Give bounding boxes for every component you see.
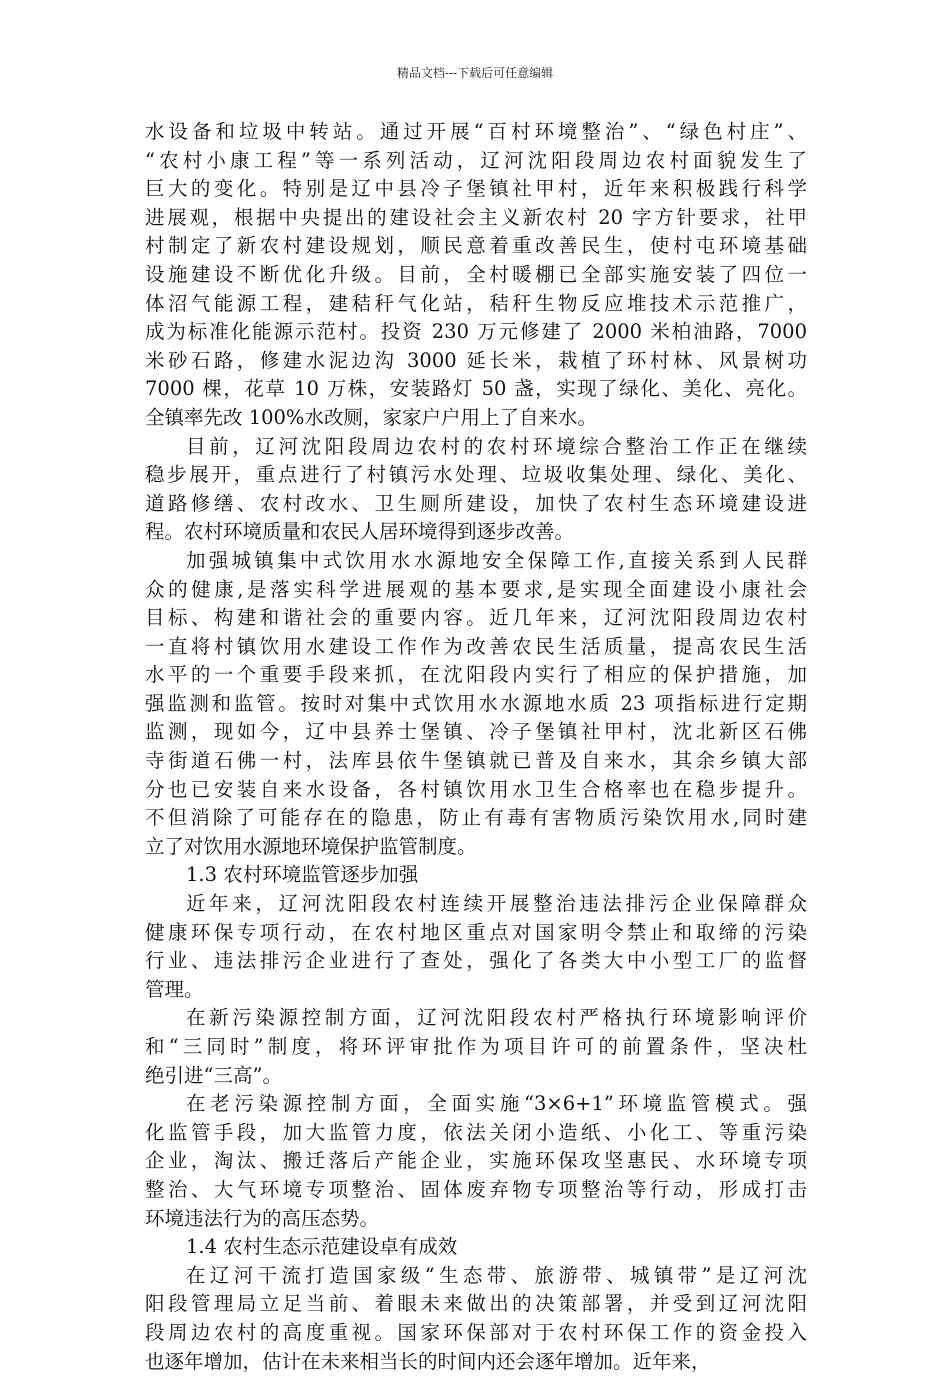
text-line: 环境违法行为的高压态势。 — [145, 1206, 380, 1230]
text-line: 在辽河干流打造国家级“生态带、旅游带、城镇带”是辽河沈 — [186, 1263, 807, 1287]
text-line: 村制定了新农村建设规划，顺民意着重改善民生，使村屯环境基础 — [145, 234, 807, 258]
text-line: 段周边农村的高度重视。国家环保部对于农村环保工作的资金投入 — [145, 1320, 807, 1344]
text-line: 体沼气能源工程，建秸秆气化站，秸秆生物反应堆技术示范推广， — [145, 291, 807, 315]
text-line: 绝引进“三高”。 — [145, 1063, 282, 1087]
text-line: 程。农村环境质量和农民人居环境得到逐步改善。 — [145, 520, 575, 544]
text-line: 设施建设不断优化升级。目前，全村暖棚已全部实施安装了四位一 — [145, 262, 807, 286]
text-line: 行业、违法排污企业进行了查处，强化了各类大中小型工厂的监督 — [145, 949, 807, 973]
text-line: 管理。 — [145, 977, 204, 1001]
text-line: 7000 棵，花草 10 万株，安装路灯 50 盏，实现了绿化、美化、亮化。 — [145, 377, 807, 401]
text-line: 巨大的变化。特别是辽中县冷子堡镇社甲村，近年来积极践行科学 — [145, 177, 807, 201]
text-line: 成为标准化能源示范村。投资 230 万元修建了 2000 米柏油路，7000 — [145, 320, 807, 344]
text-line: 目前，辽河沈阳段周边农村的农村环境综合整治工作正在继续 — [186, 434, 807, 458]
text-line: 不但消除了可能存在的隐患，防止有毒有害物质污染饮用水,同时建 — [145, 806, 807, 830]
paragraph — [145, 1262, 807, 1376]
text-line: 众的健康,是落实科学进展观的基本要求,是实现全面建设小康社会 — [145, 577, 807, 601]
paragraph — [145, 1004, 807, 1090]
paragraph — [145, 433, 807, 547]
page-header: 精品文档---下载后可任意编辑 — [396, 66, 554, 80]
paragraph — [145, 1090, 807, 1233]
paragraph — [145, 861, 807, 890]
text-line: 全镇率先改 100%水改厕，家家户户用上了自来水。 — [145, 405, 597, 429]
document-body — [145, 118, 807, 1376]
text-line: 进展观，根据中央提出的建设社会主义新农村 20 字方针要求，社甲 — [145, 205, 807, 229]
text-line: 1.3 农村环境监管逐步加强 — [186, 863, 419, 887]
text-line: 米砂石路，修建水泥边沟 3000 延长米，栽植了环村林、风景树功 — [145, 348, 807, 372]
paragraph — [145, 1233, 807, 1262]
text-line: 在老污染源控制方面，全面实施“3×6+1”环境监管模式。强 — [186, 1092, 807, 1116]
text-line: 立了对饮用水源地环境保护监管制度。 — [145, 834, 477, 858]
text-line: 阳段管理局立足当前、着眼未来做出的决策部署，并受到辽河沈阳 — [145, 1292, 807, 1316]
text-line: 目标、构建和谐社会的重要内容。近几年来，辽河沈阳段周边农村 — [145, 606, 807, 630]
text-line: 寺街道石佛一村，法库县依牛堡镇就已普及自来水，其余乡镇大部 — [145, 749, 807, 773]
text-line: 1.4 农村生态示范建设卓有成效 — [186, 1235, 458, 1259]
text-line: 水设备和垃圾中转站。通过开展“百村环境整治”、“绿色村庄”、 — [145, 120, 807, 143]
text-line: 水平的一个重要手段来抓，在沈阳段内实行了相应的保护措施，加 — [145, 663, 807, 687]
text-line: “农村小康工程”等一系列活动，辽河沈阳段周边农村面貌发生了 — [145, 148, 807, 172]
text-line: 一直将村镇饮用水建设工作作为改善农民生活质量，提高农民生活 — [145, 634, 807, 658]
text-line: 监测，现如今，辽中县养士堡镇、冷子堡镇社甲村，沈北新区石佛 — [145, 720, 807, 744]
text-line: 和“三同时”制度，将环评审批作为项目许可的前置条件，坚决杜 — [145, 1035, 807, 1058]
text-line: 分也已安装自来水设备，各村镇饮用水卫生合格率也在稳步提升。 — [145, 777, 807, 801]
text-line: 健康环保专项行动，在农村地区重点对国家明令禁止和取缔的污染 — [145, 920, 807, 944]
paragraph — [145, 118, 807, 433]
text-line: 也逐年增加，估计在未来相当长的时间内还会逐年增加。近年来， — [145, 1349, 711, 1373]
paragraph — [145, 890, 807, 1004]
paragraph — [145, 547, 807, 862]
text-line: 企业，淘汰、搬迁落后产能企业，实施环保攻坚惠民、水环境专项 — [145, 1149, 807, 1173]
text-line: 整治、大气环境专项整治、固体废弃物专项整治等行动，形成打击 — [145, 1177, 807, 1201]
text-line: 加强城镇集中式饮用水水源地安全保障工作,直接关系到人民群 — [186, 548, 807, 572]
text-line: 稳步展开，重点进行了村镇污水处理、垃圾收集处理、绿化、美化、 — [145, 463, 807, 487]
text-line: 强监测和监管。按时对集中式饮用水水源地水质 23 项指标进行定期 — [145, 691, 807, 715]
text-line: 道路修缮、农村改水、卫生厕所建设，加快了农村生态环境建设进 — [145, 491, 807, 515]
text-line: 化监管手段，加大监管力度，依法关闭小造纸、小化工、等重污染 — [145, 1120, 807, 1144]
text-line: 近年来，辽河沈阳段农村连续开展整治违法排污企业保障群众 — [186, 892, 807, 916]
text-line: 在新污染源控制方面，辽河沈阳段农村严格执行环境影响评价 — [186, 1006, 807, 1030]
